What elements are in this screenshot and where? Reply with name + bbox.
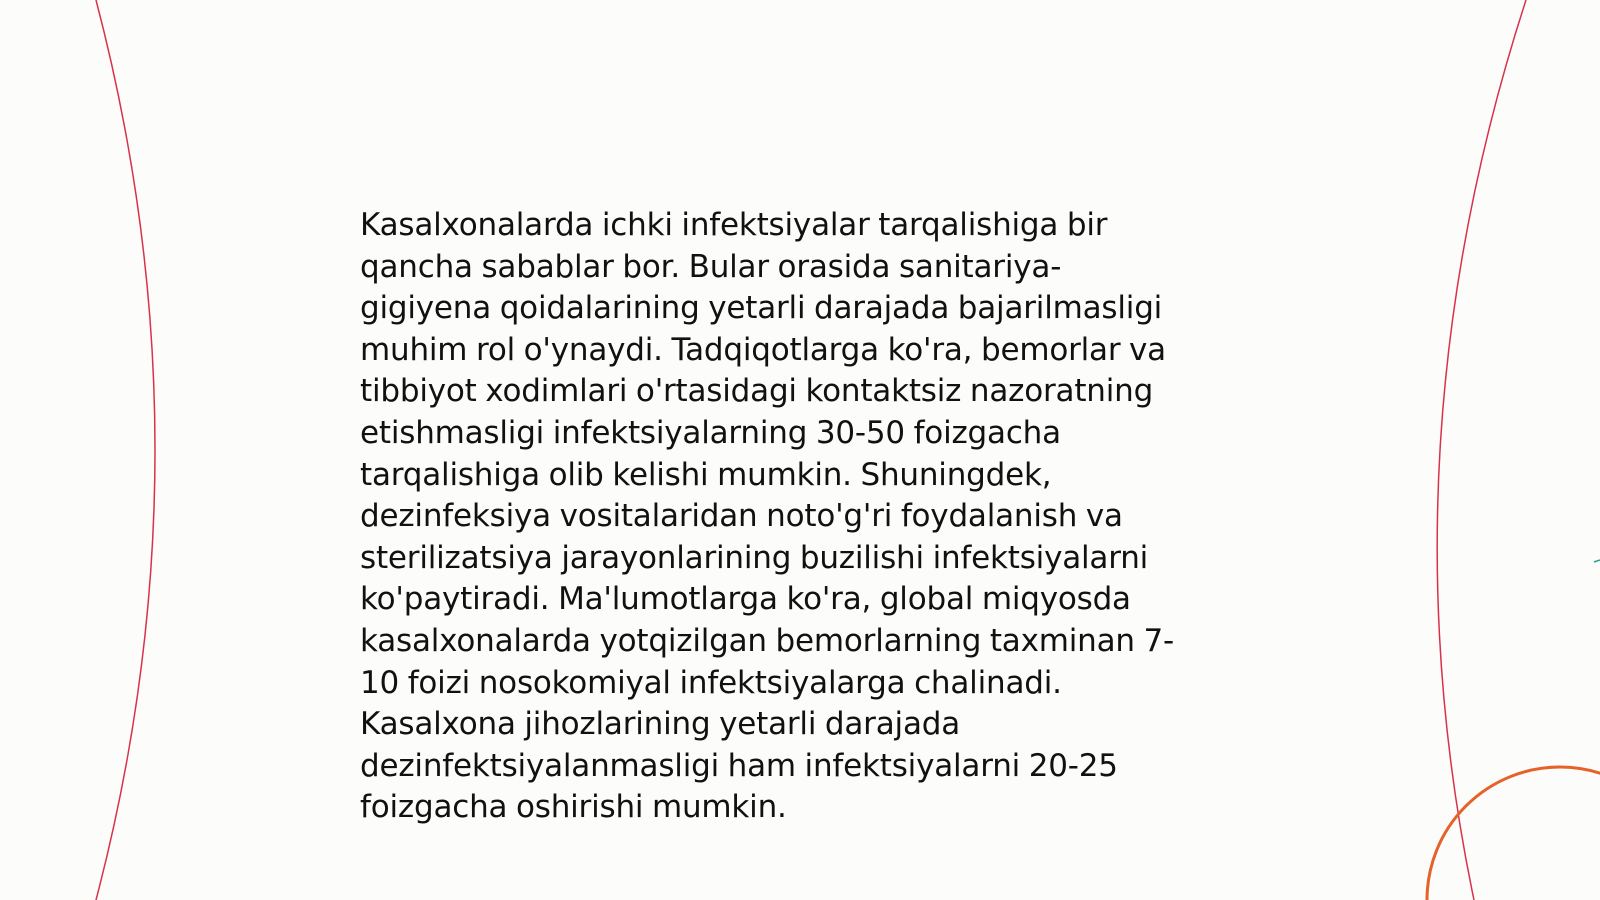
paragraph-line: kasalxonalarda yotqizilgan bemorlarning taxminan 7-	[360, 622, 1175, 659]
paragraph-line: ko'paytiradi. Ma'lumotlarga ko'ra, global miqyosda	[360, 581, 1131, 618]
body-paragraph	[360, 205, 1240, 829]
paragraph-line: Kasalxona jihozlarining yetarli darajada	[360, 706, 961, 743]
paragraph-line: Kasalxonalarda ichki infektsiyalar tarqalishiga bir	[360, 207, 1108, 243]
right-curve-line	[1437, 0, 1526, 900]
paragraph-line: gigiyena qoidalarining yetarli darajada bajarilmasligi	[360, 290, 1163, 327]
paragraph-line: dezinfeksiya vositalaridan noto'g'ri foydalanish va	[360, 498, 1123, 535]
paragraph-line: tibbiyot xodimlari o'rtasidagi kontaktsiz nazoratning	[360, 373, 1154, 410]
paragraph-line: muhim rol o'ynaydi. Tadqiqotlarga ko'ra, bemorlar va	[360, 331, 1166, 368]
teal-tick-mark	[1594, 560, 1600, 562]
orange-circle-outline	[1427, 767, 1600, 900]
paragraph-line: foizgacha oshirishi mumkin.	[360, 789, 787, 826]
paragraph-line: 10 foizi nosokomiyal infektsiyalarga chalinadi.	[360, 664, 1062, 701]
paragraph-line: tarqalishiga olib kelishi mumkin. Shuningdek,	[360, 456, 1052, 493]
left-curve-line	[96, 0, 155, 900]
paragraph-line: dezinfektsiyalanmasligi ham infektsiyalarni 20-25	[360, 747, 1118, 784]
paragraph-line: qancha sabablar bor. Bular orasida sanitariya-	[360, 248, 1062, 285]
paragraph-line: etishmasligi infektsiyalarning 30-50 foizgacha	[360, 414, 1061, 451]
paragraph-line: sterilizatsiya jarayonlarining buzilishi infektsiyalarni	[360, 539, 1149, 576]
